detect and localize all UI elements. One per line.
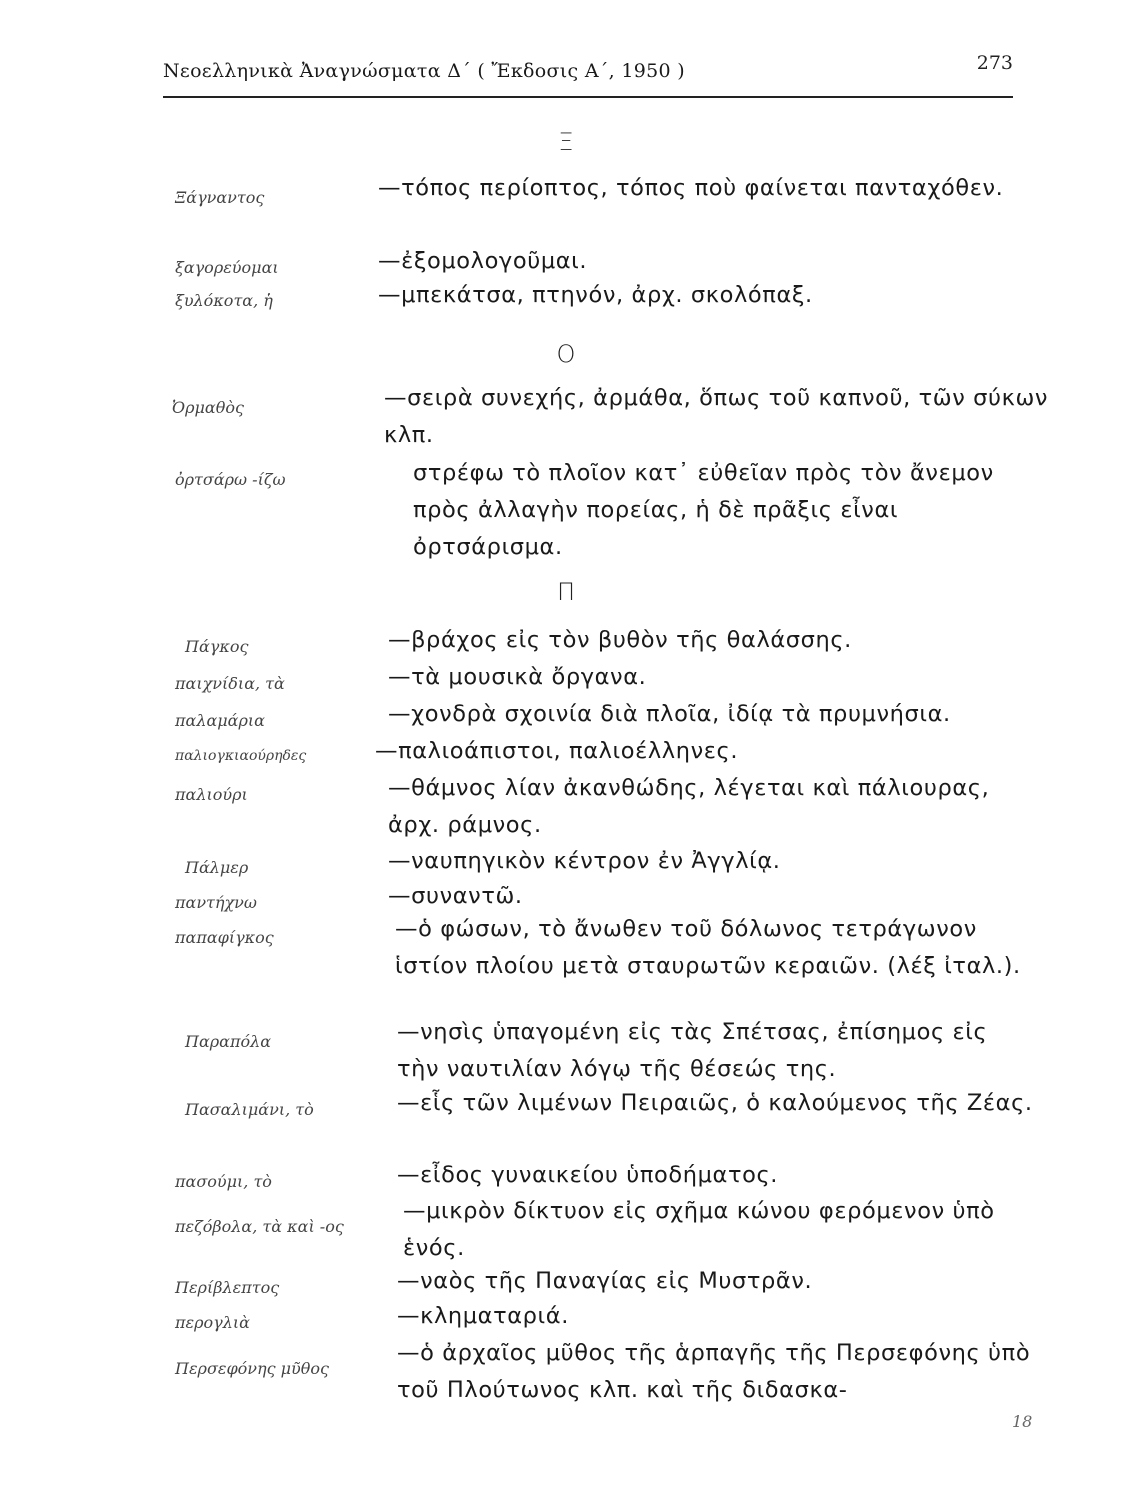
entry-term: Ξάγναντος — [175, 188, 265, 207]
entry-term: παλιούρι — [175, 785, 248, 804]
entry-definition: —παλιοάπιστοι, παλιοέλληνες. — [375, 738, 739, 764]
entry-term: παιχνίδια, τὰ — [175, 674, 285, 693]
header-rule — [163, 96, 1013, 98]
entry-definition: —συναντῶ. — [388, 883, 523, 909]
entry-term: Πάλμερ — [185, 858, 249, 877]
entry-definition: —ὁ ἀρχαῖος μῦθος τῆς ἁρπαγῆς τῆς Περσεφόνης ὑπὸ τοῦ Πλούτωνος κλπ. καὶ τῆς διδασκα- — [397, 1340, 1031, 1403]
entry-definition: —χονδρὰ σχοινία διὰ πλοῖα, ἰδίᾳ τὰ πρυμνήσια. — [388, 701, 951, 727]
section-letter-xi: Ξ — [558, 128, 574, 156]
entry-term: παπαφίγκος — [175, 928, 274, 947]
entry-term: ὀρτσάρω -ίζω — [175, 470, 286, 489]
entry-term: πασούμι, τὸ — [175, 1172, 272, 1191]
running-title: Νεοελληνικὰ Ἀναγνώσματα Δ΄ ( Ἔκδοσις Α΄, 1950 ) — [163, 60, 685, 82]
page-number: 273 — [976, 52, 1013, 74]
signature-mark: 18 — [1012, 1412, 1033, 1431]
entry-term: παλαμάρια — [175, 711, 265, 730]
entry-definition: —νησὶς ὑπαγομένη εἰς τὰς Σπέτσας, ἐπίσημος εἰς τὴν ναυτιλίαν λόγῳ τῆς θέσεώς της. — [397, 1019, 988, 1082]
entry-definition: —μικρὸν δίκτυον εἰς σχῆμα κώνου φερόμενον ὑπὸ ἑνός. — [403, 1198, 995, 1261]
entry-term: Πασαλιμάνι, τὸ — [185, 1100, 314, 1119]
entry-term: Ὀρμαθὸς — [172, 398, 244, 417]
entry-definition: —βράχος εἰς τὸν βυθὸν τῆς θαλάσσης. — [388, 627, 852, 653]
entry-definition: —ὁ φώσων, τὸ ἄνωθεν τοῦ δόλωνος τετράγωνον ἱστίον πλοίου μετὰ σταυρωτῶν κεραιῶν. (λέξ ἰταλ.). — [395, 916, 1021, 979]
entry-definition: —τόπος περίοπτος, τόπος ποὺ φαίνεται πανταχόθεν. — [378, 175, 1004, 201]
entry-definition: —τὰ μουσικὰ ὄργανα. — [388, 664, 647, 690]
entry-definition: —ἐξομολογοῦμαι. — [378, 248, 588, 274]
entry-definition: —ναὸς τῆς Παναγίας εἰς Μυστρᾶν. — [397, 1268, 813, 1294]
section-letter-omicron: Ο — [556, 340, 576, 368]
entry-term: Πάγκος — [185, 637, 249, 656]
entry-term: παλιογκιαούρηδες — [175, 748, 307, 764]
page-header — [163, 50, 1013, 98]
entry-definition: —εἷς τῶν λιμένων Πειραιῶς, ὁ καλούμενος τῆς Ζέας. — [397, 1090, 1033, 1116]
entry-definition: —ναυπηγικὸν κέντρον ἐν Ἀγγλίᾳ. — [388, 848, 781, 874]
entry-definition: —σειρὰ συνεχής, ἀρμάθα, ὅπως τοῦ καπνοῦ, τῶν σύκων κλπ. — [384, 385, 1049, 448]
entry-term: πεζόβολα, τὰ καὶ -ος — [175, 1217, 344, 1236]
entry-definition: —θάμνος λίαν ἀκανθώδης, λέγεται καὶ πάλιουρας, ἀρχ. ράμνος. — [388, 775, 990, 838]
section-letter-pi: Π — [556, 578, 576, 606]
entry-definition: —μπεκάτσα, πτηνόν, ἀρχ. σκολόπαξ. — [378, 282, 813, 308]
entry-term: Περίβλεπτος — [175, 1278, 280, 1297]
entry-term: Παραπόλα — [185, 1032, 272, 1051]
entry-term: ξαγορεύομαι — [175, 258, 279, 277]
entry-definition: —εἶδος γυναικείου ὑποδήματος. — [397, 1162, 779, 1188]
entry-term: ξυλόκοτα, ἡ — [175, 291, 273, 310]
entry-term: Περσεφόνης μῦθος — [175, 1359, 329, 1378]
entry-definition: —κληματαριά. — [397, 1303, 569, 1329]
entry-term: παντήχνω — [175, 893, 257, 912]
entry-definition: στρέφω τὸ πλοῖον κατ᾽ εὐθεῖαν πρὸς τὸν ἄνεμον πρὸς ἀλλαγὴν πορείας, ἡ δὲ πρᾶξις εἶναι ὀρτσάρισμα. — [413, 460, 994, 560]
entry-term: περογλιὰ — [175, 1313, 250, 1332]
